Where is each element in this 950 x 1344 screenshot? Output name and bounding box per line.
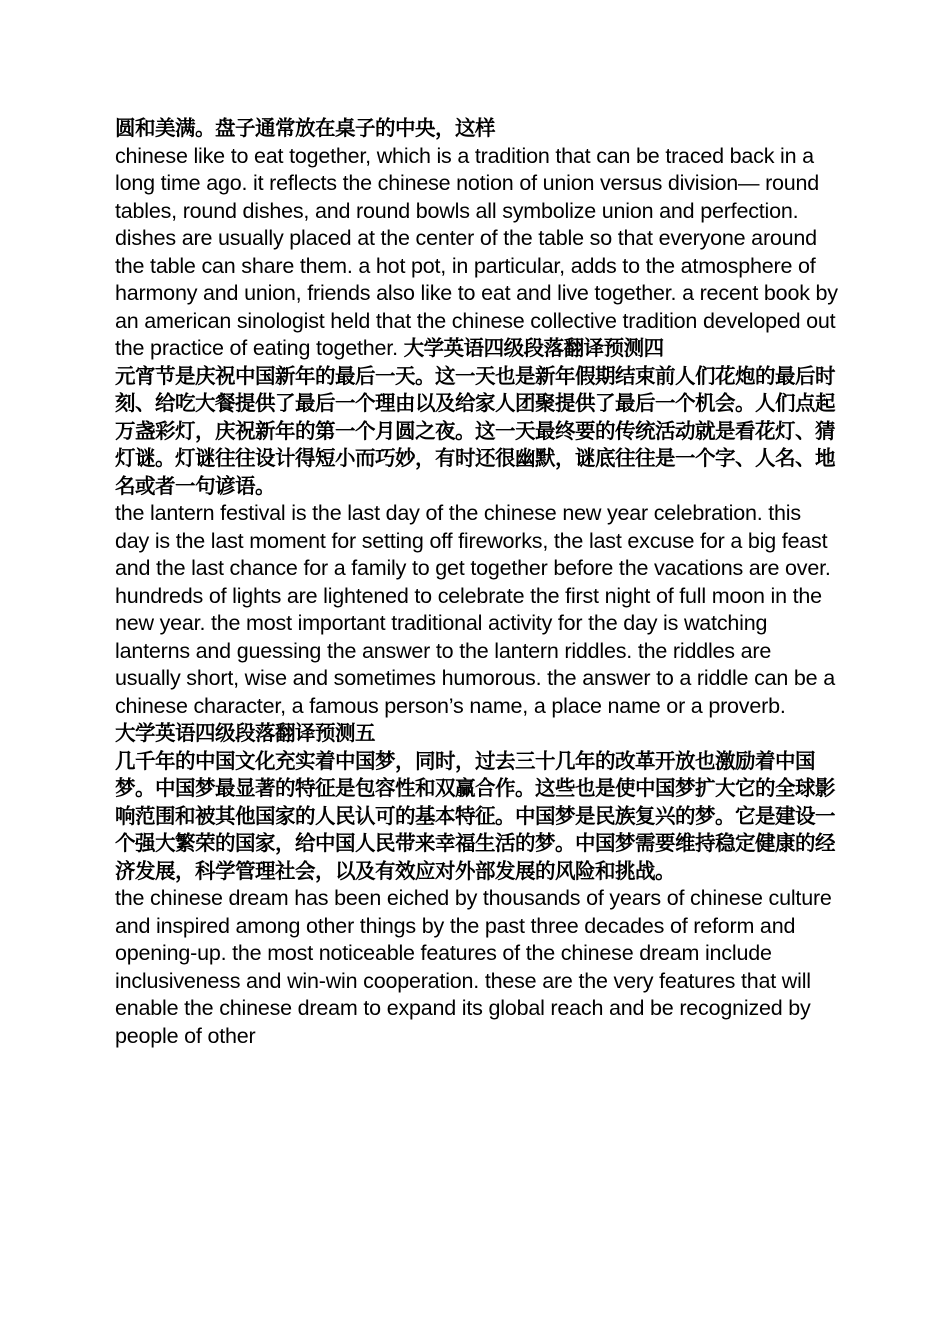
chinese-paragraph-lantern-festival: 元宵节是庆祝中国新年的最后一天。这一天也是新年假期结束前人们花炮的最后时刻、给吃大餐提供了最后一个理由以及给家人团聚提供了最后一个机会。人们点起万盏彩灯，庆祝新年的第一个月圆之夜。这一天最终要的传统活动就是看花灯、猜灯谜。灯谜往往设计得短小而巧妙，有时还很幽默，谜底往往是一个字、人名、地名或者一句谚语。: [115, 363, 835, 498]
document-page: [115, 115, 840, 1050]
section-heading-4: 大学英语四级段落翻译预测四: [403, 336, 664, 360]
english-paragraph-eating-together: [115, 143, 840, 363]
chinese-paragraph-tail: 圆和美满。盘子通常放在桌子的中央，这样: [115, 116, 495, 140]
chinese-paragraph-chinese-dream: 几千年的中国文化充实着中国梦，同时，过去三十几年的改革开放也激励着中国梦。中国梦最显著的特征是包容性和双赢合作。这些也是使中国梦扩大它的全球影响范围和被其他国家的人民认可的基本特征。中国梦是民族复兴的梦。它是建设一个强大繁荣的国家，给中国人民带来幸福生活的梦。中国梦需要维持稳定健康的经济发展，科学管理社会，以及有效应对外部发展的风险和挑战。: [115, 748, 835, 883]
english-paragraph-lantern-festival: the lantern festival is the last day of the chinese new year celebration. this day is the last moment for setting off fireworks, the last excuse for a big feast and the last chance for a family to get together before the vacations are over. hundreds of lights are lightened to celebrate the first night of full moon in the new year. the most important traditional activity for the day is watching lanterns and guessing the answer to the lantern riddles. the riddles are usually short, wise and sometimes humorous. the answer to a riddle can be a chinese character, a famous person’s name, a place name or a proverb.: [115, 501, 835, 718]
section-heading-5: 大学英语四级段落翻译预测五: [115, 721, 375, 745]
english-paragraph-chinese-dream: the chinese dream has been eiched by thousands of years of chinese culture and inspired among other things by the past three decades of reform and opening-up. the most noticeable features of the chinese dream include inclusiveness and win-win cooperation. these are the very features that will enable the chinese dream to expand its global reach and be recognized by people of other: [115, 886, 832, 1048]
english-text-eating-together: chinese like to eat together, which is a tradition that can be traced back in a long time ago. it reflects the chinese notion of union versus division— round tables, round dishes, and round bowls all symbolize union and perfection. dishes are usually placed at the center of the table so that everyone around the table can share them. a hot pot, in particular, adds to the atmosphere of harmony and union, friends also like to eat and live together. a recent book by an american sinologist held that the chinese collective tradition developed out the practice of eating together.: [115, 143, 838, 360]
